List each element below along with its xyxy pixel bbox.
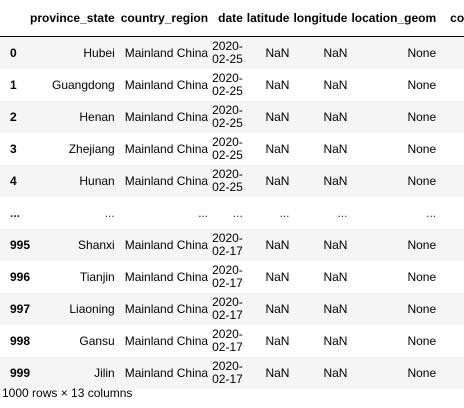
date-line-2: 02-17 [212,339,243,354]
date-value [212,232,243,258]
latitude-cell: NaN [265,45,290,60]
latitude-cell: NaN [265,269,290,284]
date-cell [212,69,247,101]
province-state-cell: Guangdong [52,77,115,92]
header-country-region: country_region [121,0,212,37]
latitude-cell: NaN [265,173,290,188]
date-value [212,40,243,66]
header-longitude: longitude [293,0,351,37]
date-line-1: 2020- [212,326,243,341]
province-state-cell: Jilin [94,365,115,380]
location-geom-cell: None [407,301,437,316]
date-cell [212,197,247,229]
row-index-cell: 998 [10,333,31,348]
table-row [0,133,464,165]
province-state-cell: Zhejiang [68,141,115,156]
row-index-cell: 1 [10,77,17,92]
latitude-cell: NaN [265,365,290,380]
province-state-cell: Shanxi [78,237,115,252]
truncated-cell-cell [440,229,464,261]
date-line-1: 2020- [212,166,243,181]
date-value [212,328,243,354]
date-value [212,72,243,98]
truncated-cell-cell [440,101,464,133]
row-index-cell: 999 [10,365,31,380]
header-index [0,0,30,37]
province-state-cell: ... [104,205,115,220]
date-value [233,207,243,220]
latitude-cell: NaN [265,333,290,348]
date-value [212,136,243,162]
date-cell [212,101,247,133]
country-region-cell: Mainland China [124,77,209,92]
location-geom-cell: None [407,141,437,156]
province-state-cell: Hubei [83,45,115,60]
country-region-cell: Mainland China [124,173,209,188]
date-cell [212,37,247,69]
date-line-2: 02-17 [212,243,243,258]
latitude-cell: ... [279,205,290,220]
location-geom-cell: None [407,237,437,252]
longitude-cell: NaN [323,77,348,92]
date-line-2: 02-25 [212,179,243,194]
table-row [0,101,464,133]
province-state-cell: Henan [79,109,115,124]
truncated-cell-cell [440,261,464,293]
row-index-cell: 997 [10,301,31,316]
country-region-cell: ... [198,205,209,220]
date-value [212,168,243,194]
date-cell [212,133,247,165]
date-line-1: ... [232,205,243,220]
header-location-geom: location_geom [351,0,440,37]
date-line-2: 02-25 [212,147,243,162]
province-state-cell: Tianjin [79,269,115,284]
longitude-cell: ... [337,205,348,220]
longitude-cell: NaN [323,269,348,284]
location-geom-cell: None [407,333,437,348]
truncated-cell-cell [440,37,464,69]
table-row [0,37,464,69]
truncated-cell-cell [440,357,464,389]
country-region-cell: Mainland China [124,45,209,60]
location-geom-cell: ... [426,205,437,220]
table-row [0,69,464,101]
table-row [0,261,464,293]
date-line-1: 2020- [212,38,243,53]
province-state-cell: Liaoning [69,301,115,316]
location-geom-cell: None [407,77,437,92]
date-cell [212,293,247,325]
longitude-cell: NaN [323,45,348,60]
date-cell [212,165,247,197]
country-region-cell: Mainland China [124,301,209,316]
location-geom-cell: None [407,173,437,188]
date-line-2: 02-17 [212,307,243,322]
date-cell [212,325,247,357]
date-line-2: 02-17 [212,275,243,290]
date-value [212,264,243,290]
country-region-cell: Mainland China [124,237,209,252]
row-index-cell: ... [10,205,21,220]
date-line-2: 02-17 [212,371,243,386]
row-index-cell: 995 [10,237,31,252]
truncated-cell-cell [440,197,464,229]
province-state-cell: Hunan [79,173,115,188]
longitude-cell: NaN [323,365,348,380]
latitude-cell: NaN [265,109,290,124]
date-value [212,296,243,322]
date-value [212,104,243,130]
row-index-cell: 4 [10,173,17,188]
header-row [0,0,464,37]
row-index-cell: 996 [10,269,31,284]
truncated-cell-cell [440,133,464,165]
country-region-cell: Mainland China [124,109,209,124]
date-value [212,360,243,386]
latitude-cell: NaN [265,237,290,252]
location-geom-cell: None [407,365,437,380]
row-index-cell: 0 [10,45,17,60]
truncated-cell-cell [440,325,464,357]
longitude-cell: NaN [323,173,348,188]
country-region-cell: Mainland China [124,269,209,284]
location-geom-cell: None [407,45,437,60]
ellipsis-row [0,197,464,229]
header-truncated-col: co [440,0,464,37]
header-date: date [212,0,247,37]
latitude-cell: NaN [265,77,290,92]
table-row [0,229,464,261]
table-row [0,293,464,325]
date-line-1: 2020- [212,358,243,373]
row-index-cell: 2 [10,109,17,124]
date-line-1: 2020- [212,262,243,277]
location-geom-cell: None [407,109,437,124]
table-row [0,325,464,357]
header-latitude: latitude [247,0,294,37]
date-line-2: 02-25 [212,51,243,66]
date-cell [212,229,247,261]
province-state-cell: Gansu [79,333,115,348]
date-line-1: 2020- [212,70,243,85]
truncated-cell-cell [440,293,464,325]
country-region-cell: Mainland China [124,141,209,156]
date-line-1: 2020- [212,230,243,245]
table-row [0,165,464,197]
date-line-2: 02-25 [212,83,243,98]
date-cell [212,357,247,389]
dataframe-shape: 1000 rows × 13 columns [2,386,133,400]
latitude-cell: NaN [265,141,290,156]
country-region-cell: Mainland China [124,333,209,348]
latitude-cell: NaN [265,301,290,316]
table-row [0,357,464,389]
truncated-cell-cell [440,165,464,197]
row-index-cell: 3 [10,141,17,156]
country-region-cell: Mainland China [124,365,209,380]
longitude-cell: NaN [323,237,348,252]
date-cell [212,261,247,293]
date-line-1: 2020- [212,294,243,309]
longitude-cell: NaN [323,333,348,348]
longitude-cell: NaN [323,141,348,156]
date-line-1: 2020- [212,134,243,149]
location-geom-cell: None [407,269,437,284]
header-province-state: province_state [30,0,121,37]
date-line-1: 2020- [212,102,243,117]
longitude-cell: NaN [323,301,348,316]
date-line-2: 02-25 [212,115,243,130]
longitude-cell: NaN [323,109,348,124]
truncated-cell-cell [440,69,464,101]
